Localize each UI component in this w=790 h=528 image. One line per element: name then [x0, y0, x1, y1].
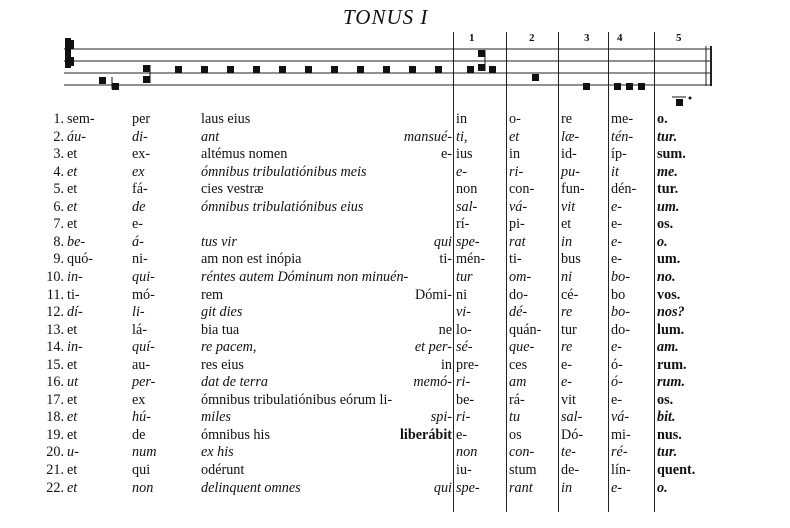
verse-m2: stum	[509, 462, 537, 478]
verse-m3: re	[561, 111, 573, 127]
verse-m3: re	[561, 339, 573, 356]
verse-m2: rat	[509, 233, 526, 250]
verse-m2: om-	[509, 268, 532, 285]
verse-pre: spi-	[430, 409, 452, 426]
verse-pre: ne	[438, 321, 452, 338]
verse-c2: au-	[132, 356, 151, 373]
verse-c1: et	[67, 356, 78, 373]
verse-row	[0, 251, 790, 268]
verse-num: 7.	[53, 216, 64, 233]
verse-c2: li-	[132, 304, 145, 321]
verse-c1: et	[67, 216, 78, 233]
verse-m1: ti,	[456, 128, 468, 145]
verse-row	[0, 304, 790, 321]
verse-pre: mansué-	[403, 128, 452, 145]
verse-c3: dat de terra	[201, 374, 268, 391]
verse-num: 19.	[46, 426, 64, 443]
verse-m5: rum.	[657, 374, 685, 391]
verse-num: 15.	[46, 356, 64, 373]
verse-num: 8.	[53, 233, 64, 250]
verse-c3: altémus nomen	[201, 146, 288, 163]
verse-c2: per-	[132, 374, 156, 391]
verse-c3: re pacem,	[201, 339, 257, 356]
verse-num: 3.	[53, 146, 64, 163]
verse-row	[0, 374, 790, 391]
verse-m3: fun-	[561, 181, 585, 198]
verse-c1: in-	[67, 268, 83, 285]
verse-c1: u-	[67, 444, 79, 461]
verse-row	[0, 409, 790, 426]
verse-m4: ré-	[611, 444, 628, 461]
verse-m5: um.	[657, 251, 681, 268]
verse-m3: e-	[561, 374, 573, 391]
verse-m4: lín-	[611, 462, 631, 478]
verse-m4: me-	[611, 111, 634, 127]
verse-row	[0, 181, 790, 198]
verse-m4: bo	[611, 286, 626, 303]
verse-m3: bus	[561, 251, 581, 268]
verse-m1: sal-	[456, 198, 478, 215]
verse-m1: ni	[456, 286, 468, 303]
verse-m5: vos.	[657, 286, 681, 303]
verse-num: 20.	[46, 444, 64, 461]
verse-row	[0, 287, 790, 304]
verse-pre: Dómi-	[414, 286, 452, 303]
verse-m4: bo-	[611, 268, 630, 285]
verse-c1: et	[67, 391, 78, 408]
verse-row	[0, 146, 790, 163]
verse-m5: nus.	[657, 426, 682, 443]
verse-m3: vit	[561, 391, 576, 408]
verse-pre: qui	[433, 233, 452, 250]
verse-c3: tus vir	[201, 233, 237, 250]
verse-row	[0, 234, 790, 251]
verse-row	[0, 164, 790, 181]
verse-m3: de-	[561, 462, 580, 478]
verse-m2: pi-	[509, 216, 525, 233]
verse-num: 10.	[46, 268, 64, 285]
verse-m5: o.	[657, 111, 668, 127]
verse-m5: sum.	[657, 146, 686, 163]
verse-m3: ni	[561, 268, 573, 285]
verse-m2: rant	[509, 479, 533, 496]
verse-m2: ri-	[509, 163, 524, 180]
verse-m1: e-	[456, 426, 468, 443]
verse-c2: de	[132, 426, 146, 443]
verse-m3: Dó-	[561, 426, 584, 443]
verse-row	[0, 111, 790, 128]
verse-m1: mén-	[456, 251, 486, 268]
verse-c3: bia tua	[201, 321, 240, 338]
verse-c2: per	[132, 111, 151, 127]
verse-m1: ius	[456, 146, 473, 163]
verse-c3: réntes autem Dóminum non minuén-	[201, 268, 409, 285]
verse-c3: odérunt	[201, 462, 245, 478]
verse-pre: memó-	[413, 374, 452, 391]
verse-m4: bo-	[611, 304, 630, 321]
verse-row	[0, 480, 790, 497]
verse-m5: tur.	[657, 444, 678, 461]
verse-m1: ri-	[456, 409, 471, 426]
verse-c1: be-	[67, 233, 86, 250]
verse-num: 22.	[46, 479, 64, 496]
verse-c2: qui	[132, 462, 151, 478]
verse-row	[0, 444, 790, 461]
verse-num: 18.	[46, 409, 64, 426]
verse-c2: num	[132, 444, 157, 461]
verse-row	[0, 392, 790, 409]
verse-m2: con-	[509, 444, 535, 461]
verse-m1: be-	[456, 391, 475, 408]
verse-row	[0, 269, 790, 286]
verse-c1: quó-	[67, 251, 94, 268]
verse-m2: dé-	[509, 304, 528, 321]
verse-m1: tur	[456, 268, 473, 285]
verse-m1: vi-	[456, 304, 471, 321]
verse-m5: nos?	[657, 304, 685, 321]
verse-m2: quán-	[509, 321, 542, 338]
verse-c2: ex-	[132, 146, 151, 163]
verse-m4: ó-	[611, 356, 623, 373]
verse-c3: am non est inópia	[201, 251, 302, 268]
verse-c2: hú-	[132, 409, 151, 426]
verse-m2: do-	[509, 286, 528, 303]
verse-m3: re	[561, 304, 573, 321]
verse-c2: quí-	[132, 339, 155, 356]
verse-c1: ti-	[67, 286, 80, 303]
verse-m5: os.	[657, 216, 674, 233]
verse-m1: non	[456, 181, 478, 198]
verse-m4: do-	[611, 321, 630, 338]
verse-m1: iu-	[456, 462, 472, 478]
verse-m5: um.	[657, 198, 680, 215]
verse-m5: tur.	[657, 181, 679, 198]
verse-m1: sé-	[456, 339, 473, 356]
verse-c2: de	[132, 198, 146, 215]
verse-m4: dén-	[611, 181, 637, 198]
verse-row	[0, 216, 790, 233]
verse-m4: e-	[611, 251, 623, 268]
verse-m4: mi-	[611, 426, 631, 443]
verse-c1: et	[67, 426, 78, 443]
verse-m5: quent.	[657, 462, 696, 478]
verse-m3: te-	[561, 444, 576, 461]
verse-m5: o.	[657, 233, 668, 250]
verse-m4: e-	[611, 339, 623, 356]
verse-m2: rá-	[509, 391, 525, 408]
verse-num: 13.	[46, 321, 64, 338]
verse-m1: rí-	[456, 216, 470, 233]
verse-num: 5.	[53, 181, 64, 198]
verse-m3: pu-	[561, 163, 580, 180]
verse-m5: no.	[657, 268, 676, 285]
verse-c3: git dies	[201, 304, 243, 321]
verse-c2: fá-	[132, 181, 148, 198]
verse-c2: ex	[132, 163, 145, 180]
verse-pre: liberábit	[399, 426, 452, 443]
verse-num: 14.	[46, 339, 64, 356]
verse-num: 16.	[46, 374, 64, 391]
verse-c3: ómnibus his	[201, 426, 270, 443]
verse-m1: in	[456, 111, 468, 127]
verse-m2: ti-	[509, 251, 522, 268]
verse-c2: e-	[132, 216, 144, 233]
verse-num: 12.	[46, 304, 64, 321]
verse-m3: cé-	[561, 286, 579, 303]
verse-pre: et per-	[414, 339, 452, 356]
verse-c2: di-	[132, 128, 148, 145]
verse-c1: et	[67, 198, 78, 215]
verse-m1: ri-	[456, 374, 471, 391]
verse-m4: e-	[611, 216, 623, 233]
verse-row	[0, 462, 790, 479]
verse-row	[0, 427, 790, 444]
verse-m5: lum.	[657, 321, 685, 338]
verse-m2: in	[509, 146, 521, 163]
verse-c2: mó-	[132, 286, 155, 303]
verse-num: 4.	[53, 163, 64, 180]
verse-c1: et	[67, 163, 78, 180]
verse-m4: e-	[611, 198, 623, 215]
verse-m2: am	[509, 374, 527, 391]
verse-pre: in	[440, 356, 452, 373]
verse-m1: pre-	[456, 356, 479, 373]
verse-m5: me.	[657, 163, 678, 180]
verse-c1: sem-	[67, 111, 95, 127]
verse-c3: ómnibus tribulatiónibus eórum li-	[201, 391, 393, 408]
verse-m2: que-	[509, 339, 535, 356]
verse-c2: non	[132, 479, 154, 496]
verse-num: 11.	[46, 286, 64, 303]
verse-row	[0, 199, 790, 216]
verse-c2: ex	[132, 391, 146, 408]
column-number: 4	[617, 32, 623, 44]
verse-c1: dí-	[67, 304, 83, 321]
verse-m3: id-	[561, 146, 577, 163]
verse-c2: ni-	[132, 251, 148, 268]
verse-c3: ant	[201, 128, 220, 145]
column-number: 2	[529, 32, 535, 44]
verse-row	[0, 322, 790, 339]
verse-row	[0, 129, 790, 146]
verse-c3: ex his	[201, 444, 234, 461]
chant-staff	[0, 0, 790, 110]
verse-num: 1.	[53, 111, 64, 127]
verse-row	[0, 357, 790, 374]
verse-c1: et	[67, 146, 78, 163]
verse-pre: qui	[433, 479, 452, 496]
verse-m3: læ-	[561, 128, 580, 145]
verse-c1: ut	[67, 374, 79, 391]
verse-m5: am.	[657, 339, 679, 356]
verse-c1: in-	[67, 339, 83, 356]
verse-c3: delinquent omnes	[201, 479, 301, 496]
verse-c3: laus eius	[201, 111, 251, 127]
verse-m4: vá-	[611, 409, 630, 426]
verse-m3: in	[561, 479, 573, 496]
verse-m4: e-	[611, 233, 623, 250]
verse-c3: ómnibus tribulatiónibus meis	[201, 163, 367, 180]
verse-m1: spe-	[456, 479, 480, 496]
verse-c3: ómnibus tribulatiónibus eius	[201, 198, 364, 215]
verse-num: 9.	[53, 251, 64, 268]
verse-m4: ó-	[611, 374, 623, 391]
verse-row	[0, 339, 790, 356]
verse-num: 6.	[53, 198, 64, 215]
verse-m4: íp-	[611, 146, 627, 163]
verse-m2: ces	[509, 356, 528, 373]
verse-c2: lá-	[132, 321, 147, 338]
verse-m1: e-	[456, 163, 468, 180]
verse-c3: cies vestræ	[201, 181, 264, 198]
verse-m4: tén-	[611, 128, 634, 145]
verse-pre: ti-	[439, 251, 452, 268]
verse-c1: et	[67, 462, 78, 478]
page-title: TONUS I	[343, 5, 429, 29]
verse-m2: os	[509, 426, 522, 443]
verse-m1: non	[456, 444, 478, 461]
verse-m5: o.	[657, 479, 668, 496]
verse-m4: it	[611, 163, 619, 180]
verse-m2: tu	[509, 409, 521, 426]
verse-m5: rum.	[657, 356, 687, 373]
verse-c1: et	[67, 321, 78, 338]
verse-num: 17.	[46, 391, 64, 408]
verse-c3: res eius	[201, 356, 244, 373]
verse-m5: tur.	[657, 128, 678, 145]
verse-m3: in	[561, 233, 573, 250]
column-number: 1	[469, 32, 475, 44]
verse-m2: vá-	[509, 198, 528, 215]
verse-c1: et	[67, 479, 78, 496]
verse-m3: tur	[561, 321, 577, 338]
verse-m3: et	[561, 216, 572, 233]
verse-c3: miles	[201, 409, 231, 426]
verse-c2: qui-	[132, 268, 155, 285]
verse-m2: et	[509, 128, 520, 145]
c-clef-icon	[65, 38, 74, 68]
verse-num: 21.	[46, 462, 64, 478]
verse-pre: e-	[440, 146, 452, 163]
verse-m1: spe-	[456, 233, 480, 250]
verse-m3: sal-	[561, 409, 583, 426]
verse-c1: et	[67, 181, 78, 198]
verse-m5: os.	[657, 391, 674, 408]
verse-m2: con-	[509, 181, 535, 198]
verse-m1: lo-	[456, 321, 472, 338]
verse-c1: et	[67, 409, 78, 426]
verse-c1: áu-	[67, 128, 86, 145]
column-number: 3	[584, 32, 590, 44]
column-number: 5	[676, 32, 682, 44]
verse-c2: á-	[132, 233, 144, 250]
verse-m3: vit	[561, 198, 576, 215]
verse-m4: e-	[611, 479, 623, 496]
verse-c3: rem	[201, 286, 224, 303]
verse-m4: e-	[611, 391, 623, 408]
verse-m5: bit.	[657, 409, 676, 426]
verse-m3: e-	[561, 356, 573, 373]
verse-num: 2.	[53, 128, 64, 145]
verse-m2: o-	[509, 111, 521, 127]
